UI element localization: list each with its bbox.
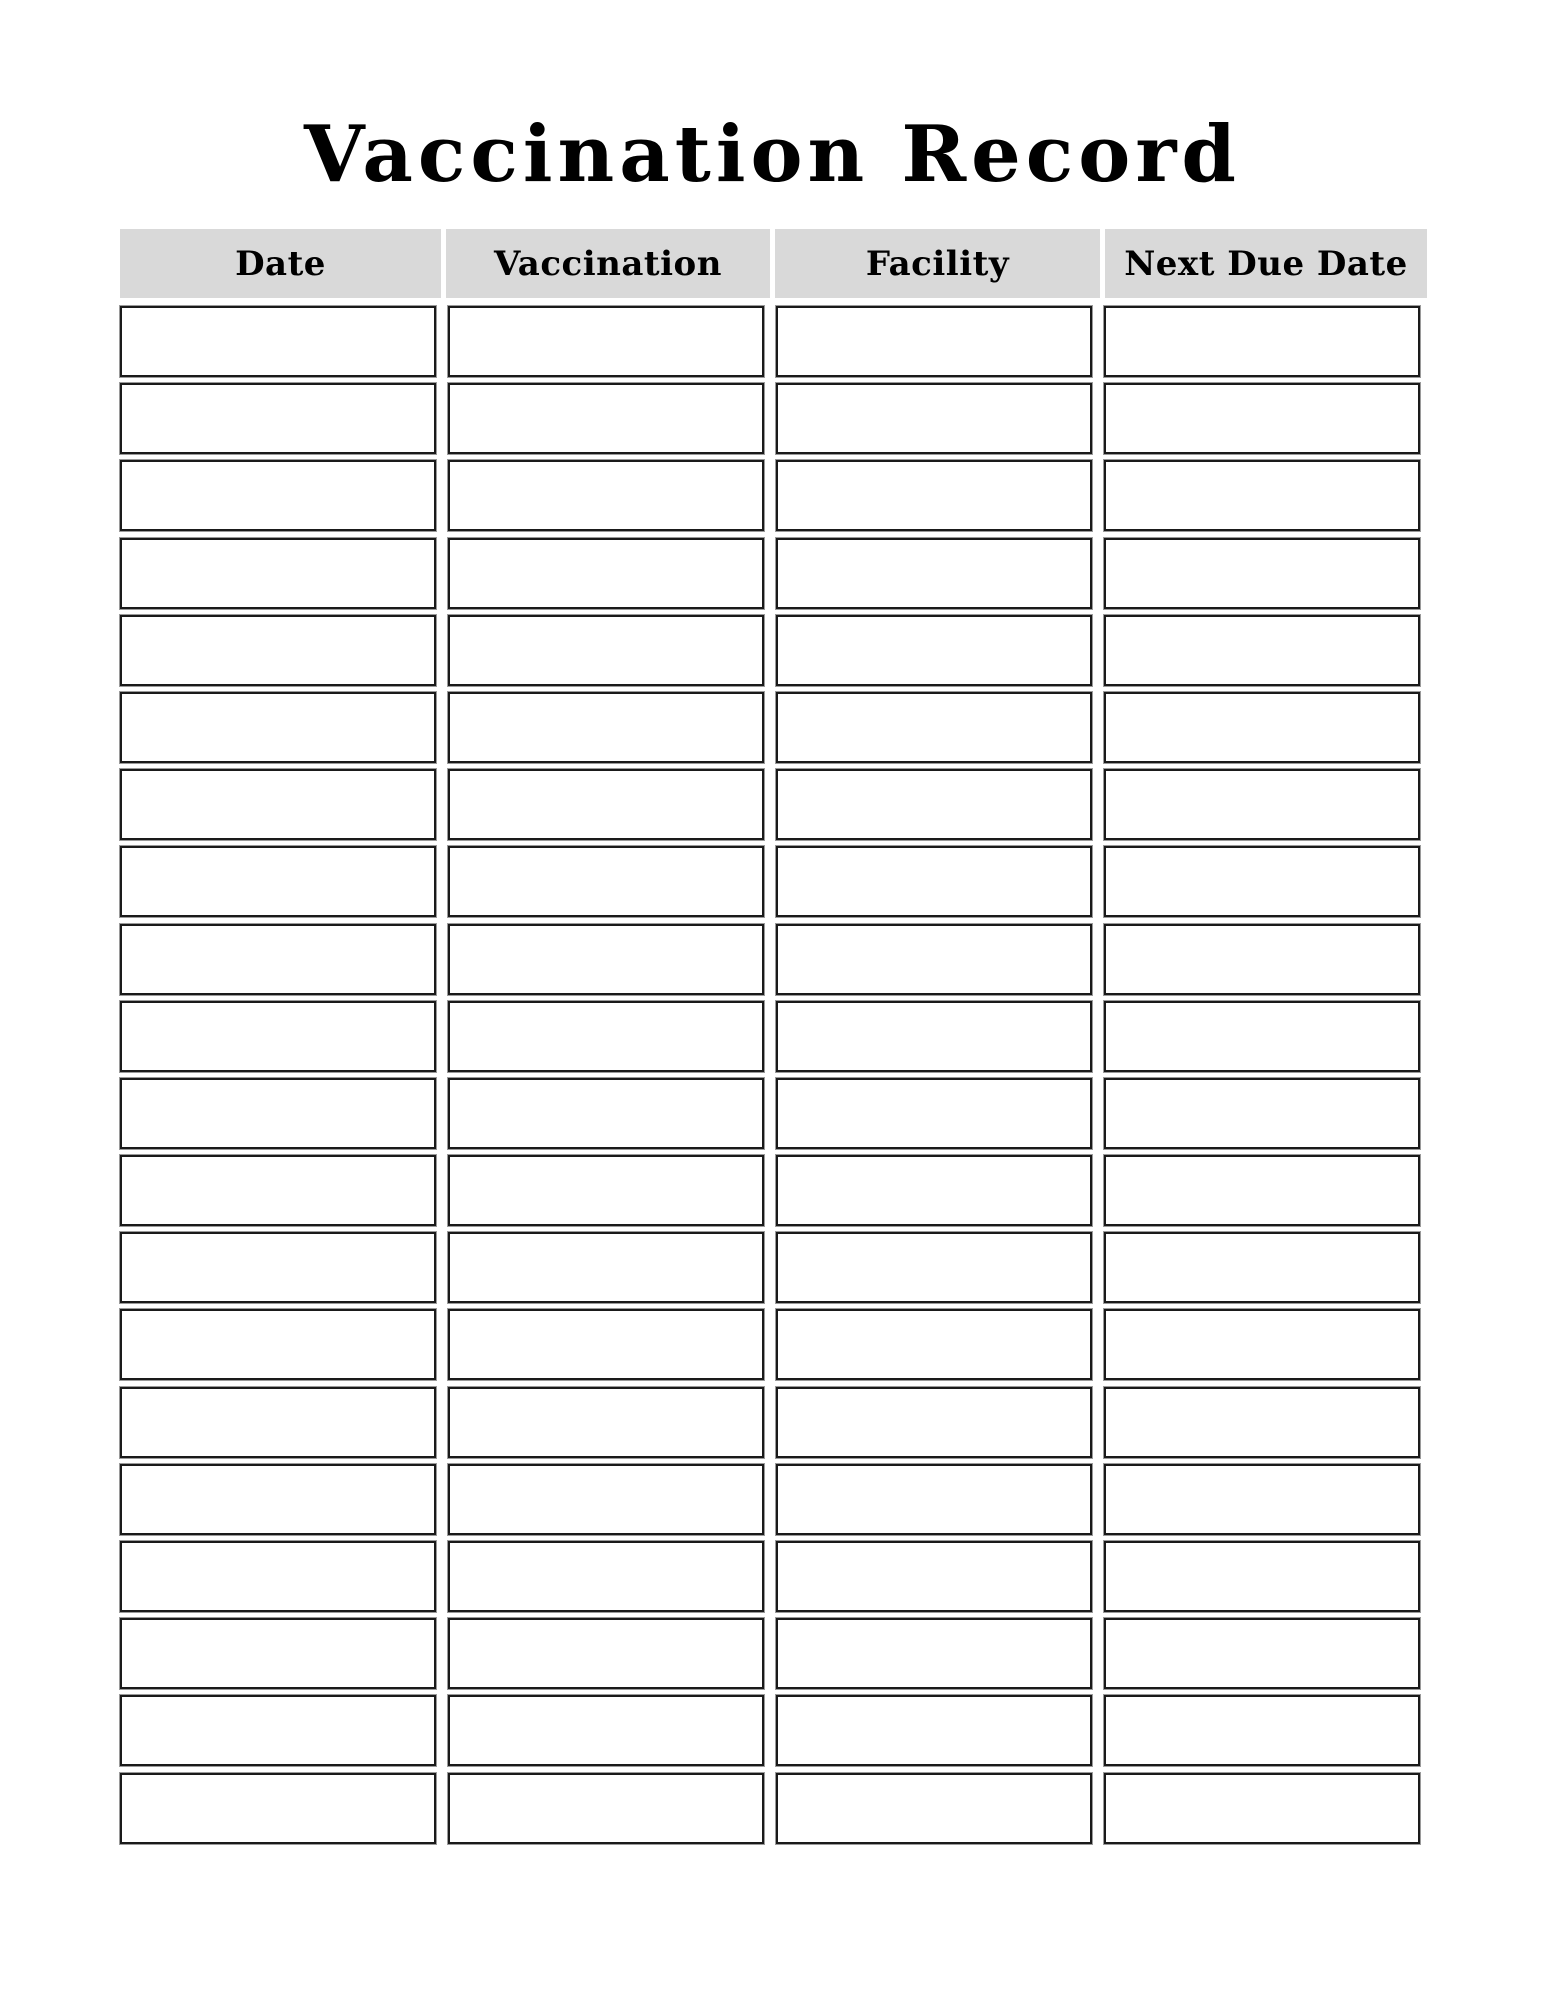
table-row — [120, 1078, 1426, 1149]
table-row — [120, 1001, 1426, 1072]
entry-cell-next-due-date[interactable] — [1104, 1773, 1420, 1844]
entry-cell-facility[interactable] — [776, 306, 1092, 377]
entry-cell-next-due-date[interactable] — [1104, 460, 1420, 531]
entry-cell-facility[interactable] — [776, 1387, 1092, 1458]
entry-cell-facility[interactable] — [776, 924, 1092, 995]
entry-cell-next-due-date[interactable] — [1104, 383, 1420, 454]
entry-cell-date[interactable] — [120, 1464, 436, 1535]
entry-cell-vaccination[interactable] — [448, 1695, 764, 1766]
table-row — [120, 1773, 1426, 1844]
entry-cell-next-due-date[interactable] — [1104, 615, 1420, 686]
entry-cell-next-due-date[interactable] — [1104, 1078, 1420, 1149]
entry-cell-facility[interactable] — [776, 1464, 1092, 1535]
entry-cell-next-due-date[interactable] — [1104, 1001, 1420, 1072]
entry-cell-date[interactable] — [120, 1695, 436, 1766]
entry-cell-vaccination[interactable] — [448, 1309, 764, 1380]
table-row — [120, 846, 1426, 917]
entry-cell-next-due-date[interactable] — [1104, 1387, 1420, 1458]
entry-cell-facility[interactable] — [776, 1541, 1092, 1612]
entry-cell-vaccination[interactable] — [448, 460, 764, 531]
entry-cell-vaccination[interactable] — [448, 615, 764, 686]
entry-cell-date[interactable] — [120, 1618, 436, 1689]
entry-cell-vaccination[interactable] — [448, 1618, 764, 1689]
table-row — [120, 769, 1426, 840]
entry-cell-facility[interactable] — [776, 1618, 1092, 1689]
entry-cell-vaccination[interactable] — [448, 538, 764, 609]
entry-cell-facility[interactable] — [776, 1155, 1092, 1226]
entry-cell-facility[interactable] — [776, 615, 1092, 686]
entry-cell-facility[interactable] — [776, 1309, 1092, 1380]
table-row — [120, 1618, 1426, 1689]
entry-cell-next-due-date[interactable] — [1104, 306, 1420, 377]
table-row — [120, 460, 1426, 531]
entry-cell-vaccination[interactable] — [448, 769, 764, 840]
column-header-date: Date — [120, 229, 441, 298]
entry-cell-next-due-date[interactable] — [1104, 692, 1420, 763]
table-row — [120, 538, 1426, 609]
entry-cell-facility[interactable] — [776, 538, 1092, 609]
entry-cell-next-due-date[interactable] — [1104, 1464, 1420, 1535]
table-row — [120, 1695, 1426, 1766]
column-header-facility: Facility — [775, 229, 1100, 298]
entry-cell-vaccination[interactable] — [448, 1078, 764, 1149]
entry-cell-date[interactable] — [120, 383, 436, 454]
entry-cell-facility[interactable] — [776, 846, 1092, 917]
table-row — [120, 1155, 1426, 1226]
table-row — [120, 1309, 1426, 1380]
entry-cell-next-due-date[interactable] — [1104, 1618, 1420, 1689]
table-row — [120, 1232, 1426, 1303]
entry-cell-date[interactable] — [120, 1309, 436, 1380]
entry-cell-vaccination[interactable] — [448, 1773, 764, 1844]
entry-cell-vaccination[interactable] — [448, 1464, 764, 1535]
entry-cell-next-due-date[interactable] — [1104, 924, 1420, 995]
entry-cell-next-due-date[interactable] — [1104, 1695, 1420, 1766]
entry-cell-date[interactable] — [120, 1387, 436, 1458]
entry-cell-next-due-date[interactable] — [1104, 1155, 1420, 1226]
entry-cell-vaccination[interactable] — [448, 846, 764, 917]
entry-cell-next-due-date[interactable] — [1104, 538, 1420, 609]
entry-cell-facility[interactable] — [776, 460, 1092, 531]
entry-cell-vaccination[interactable] — [448, 1155, 764, 1226]
table-row — [120, 1464, 1426, 1535]
entry-cell-vaccination[interactable] — [448, 924, 764, 995]
entry-cell-facility[interactable] — [776, 769, 1092, 840]
entry-cell-date[interactable] — [120, 846, 436, 917]
entry-cell-date[interactable] — [120, 1541, 436, 1612]
column-header-vaccination: Vaccination — [446, 229, 770, 298]
entry-cell-facility[interactable] — [776, 692, 1092, 763]
entry-cell-date[interactable] — [120, 538, 436, 609]
entry-cell-vaccination[interactable] — [448, 306, 764, 377]
entry-cell-date[interactable] — [120, 1232, 436, 1303]
entry-cell-next-due-date[interactable] — [1104, 1541, 1420, 1612]
entry-cell-date[interactable] — [120, 1155, 436, 1226]
vaccination-table — [120, 229, 1426, 1844]
entry-cell-next-due-date[interactable] — [1104, 769, 1420, 840]
entry-cell-facility[interactable] — [776, 1695, 1092, 1766]
table-row — [120, 692, 1426, 763]
column-header-next-due-date: Next Due Date — [1105, 229, 1427, 298]
table-header-row — [120, 229, 1426, 298]
entry-cell-date[interactable] — [120, 692, 436, 763]
table-body — [120, 306, 1426, 1844]
entry-cell-facility[interactable] — [776, 1078, 1092, 1149]
entry-cell-facility[interactable] — [776, 1232, 1092, 1303]
entry-cell-facility[interactable] — [776, 1773, 1092, 1844]
entry-cell-date[interactable] — [120, 615, 436, 686]
entry-cell-vaccination[interactable] — [448, 1387, 764, 1458]
entry-cell-vaccination[interactable] — [448, 1001, 764, 1072]
entry-cell-vaccination[interactable] — [448, 1541, 764, 1612]
page-title: Vaccination Record — [304, 109, 1241, 200]
table-row — [120, 383, 1426, 454]
entry-cell-next-due-date[interactable] — [1104, 846, 1420, 917]
entry-cell-vaccination[interactable] — [448, 383, 764, 454]
entry-cell-next-due-date[interactable] — [1104, 1309, 1420, 1380]
entry-cell-facility[interactable] — [776, 383, 1092, 454]
entry-cell-date[interactable] — [120, 306, 436, 377]
entry-cell-date[interactable] — [120, 924, 436, 995]
entry-cell-date[interactable] — [120, 460, 436, 531]
entry-cell-date[interactable] — [120, 1078, 436, 1149]
table-row — [120, 615, 1426, 686]
entry-cell-date[interactable] — [120, 1001, 436, 1072]
entry-cell-next-due-date[interactable] — [1104, 1232, 1420, 1303]
entry-cell-date[interactable] — [120, 1773, 436, 1844]
entry-cell-vaccination[interactable] — [448, 692, 764, 763]
entry-cell-date[interactable] — [120, 769, 436, 840]
table-row — [120, 924, 1426, 995]
table-row — [120, 1387, 1426, 1458]
table-row — [120, 1541, 1426, 1612]
entry-cell-vaccination[interactable] — [448, 1232, 764, 1303]
entry-cell-facility[interactable] — [776, 1001, 1092, 1072]
table-row — [120, 306, 1426, 377]
